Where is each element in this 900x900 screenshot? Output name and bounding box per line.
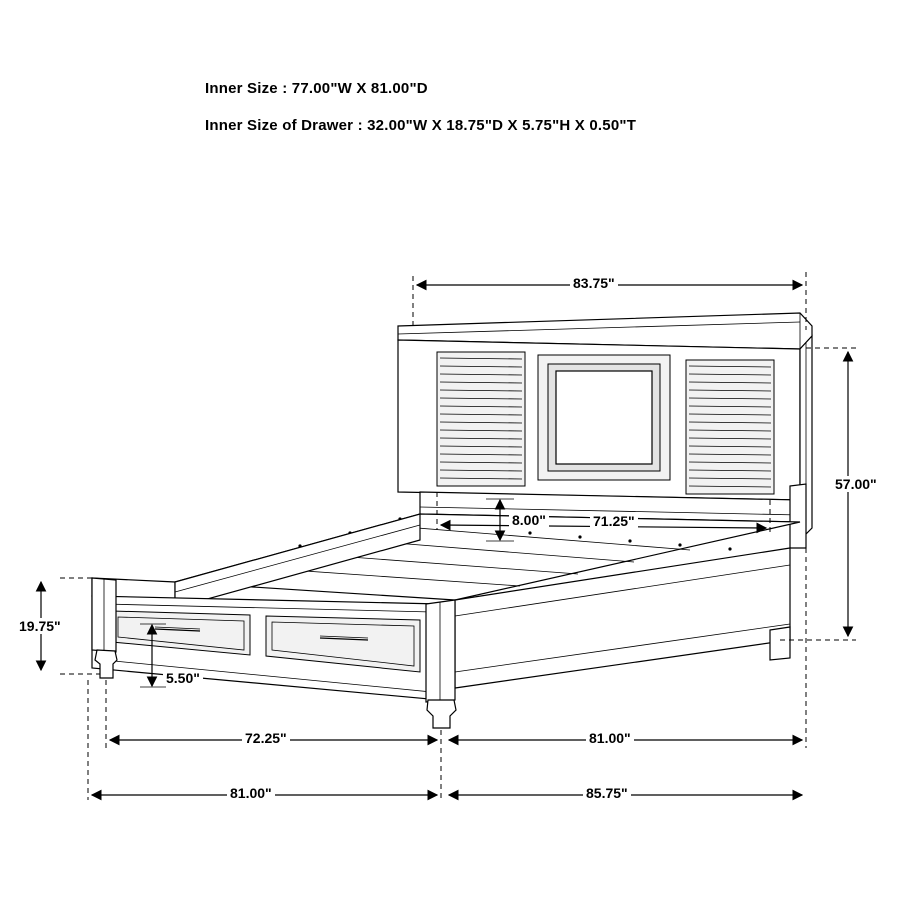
label-panel-width: 71.25"	[590, 513, 638, 529]
label-drawer-height: 5.50"	[163, 670, 203, 686]
spec-inner-size: Inner Size : 77.00"W X 81.00"D	[205, 80, 428, 97]
label-overall-width: 81.00"	[227, 785, 275, 801]
label-footboard-height: 19.75"	[16, 618, 64, 634]
label-headboard-height: 57.00"	[832, 476, 880, 492]
label-rail-gap: 8.00"	[509, 512, 549, 528]
label-headboard-width: 83.75"	[570, 275, 618, 291]
label-side-length: 81.00"	[586, 730, 634, 746]
spec-inner-size-drawer: Inner Size of Drawer : 32.00"W X 18.75"D X 5.75"H X 0.50"T	[205, 117, 637, 134]
footboard-group	[92, 578, 456, 728]
label-footboard-width: 72.25"	[242, 730, 290, 746]
label-overall-length: 85.75"	[583, 785, 631, 801]
